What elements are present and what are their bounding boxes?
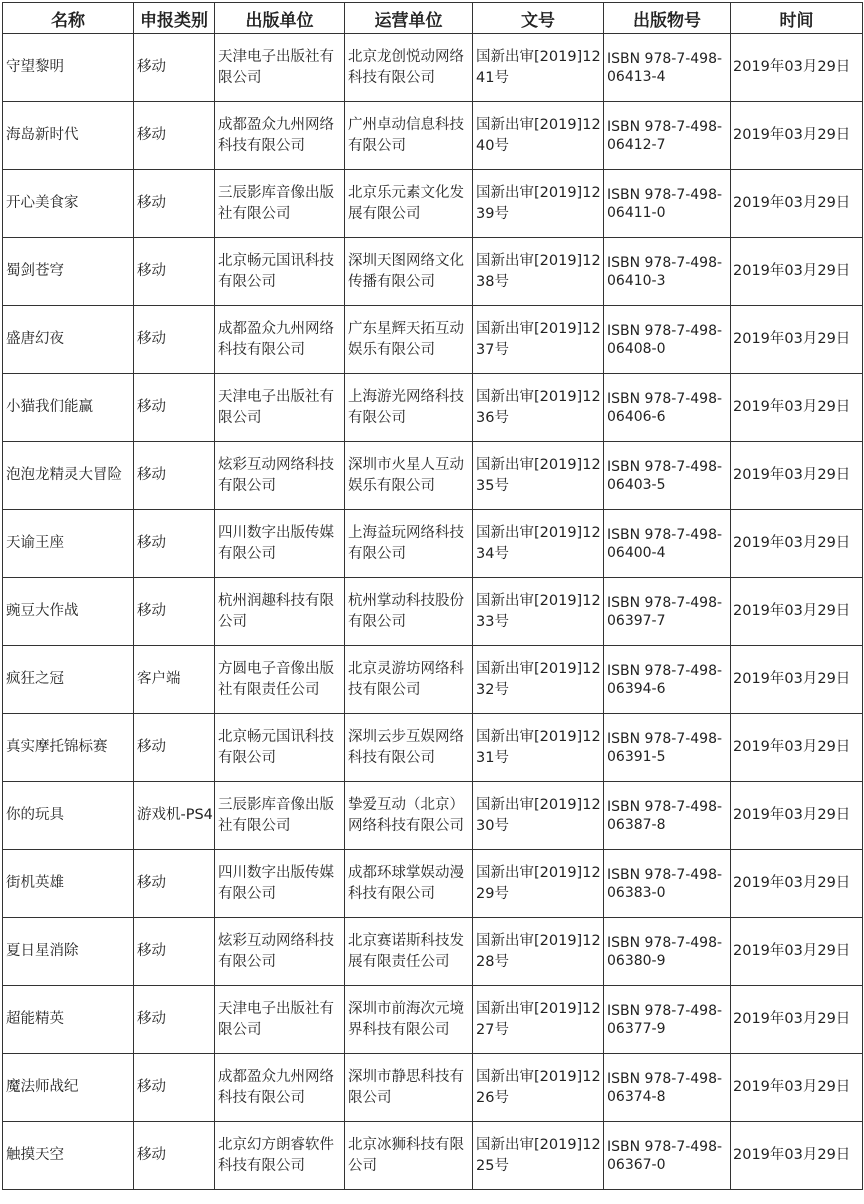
cell-category: 移动 (134, 986, 215, 1054)
cell-name: 疯狂之冠 (3, 646, 134, 714)
table-row (3, 238, 863, 306)
cell-operator: 杭州掌动科技股份有限公司 (345, 578, 473, 646)
cell-isbn: ISBN 978-7-498-06394-6 (604, 646, 731, 714)
cell-doc-no: 国新出审[2019]1239号 (473, 170, 604, 238)
cell-date: 2019年03月29日 (731, 510, 863, 578)
cell-date: 2019年03月29日 (731, 1054, 863, 1122)
cell-isbn: ISBN 978-7-498-06387-8 (604, 782, 731, 850)
table-row (3, 1054, 863, 1122)
cell-name: 触摸天空 (3, 1122, 134, 1190)
cell-category: 移动 (134, 918, 215, 986)
cell-date: 2019年03月29日 (731, 34, 863, 102)
cell-publisher: 炫彩互动网络科技有限公司 (215, 442, 345, 510)
cell-name: 豌豆大作战 (3, 578, 134, 646)
cell-doc-no: 国新出审[2019]1233号 (473, 578, 604, 646)
cell-name: 泡泡龙精灵大冒险 (3, 442, 134, 510)
cell-operator: 北京冰狮科技有限公司 (345, 1122, 473, 1190)
table-row (3, 102, 863, 170)
header-name: 名称 (3, 3, 134, 34)
cell-operator: 挚爱互动（北京）网络科技有限公司 (345, 782, 473, 850)
cell-doc-no: 国新出审[2019]1236号 (473, 374, 604, 442)
cell-isbn: ISBN 978-7-498-06411-0 (604, 170, 731, 238)
cell-isbn: ISBN 978-7-498-06397-7 (604, 578, 731, 646)
cell-publisher: 北京畅元国讯科技有限公司 (215, 714, 345, 782)
cell-date: 2019年03月29日 (731, 578, 863, 646)
cell-isbn: ISBN 978-7-498-06380-9 (604, 918, 731, 986)
cell-date: 2019年03月29日 (731, 986, 863, 1054)
cell-category: 移动 (134, 306, 215, 374)
cell-date: 2019年03月29日 (731, 374, 863, 442)
table-row (3, 986, 863, 1054)
cell-publisher: 北京幻方朗睿软件科技有限公司 (215, 1122, 345, 1190)
cell-isbn: ISBN 978-7-498-06367-0 (604, 1122, 731, 1190)
cell-operator: 广东星辉天拓互动娱乐有限公司 (345, 306, 473, 374)
cell-date: 2019年03月29日 (731, 714, 863, 782)
cell-name: 天谕王座 (3, 510, 134, 578)
cell-date: 2019年03月29日 (731, 782, 863, 850)
cell-isbn: ISBN 978-7-498-06391-5 (604, 714, 731, 782)
cell-isbn: ISBN 978-7-498-06403-5 (604, 442, 731, 510)
table-row (3, 306, 863, 374)
cell-publisher: 天津电子出版社有限公司 (215, 374, 345, 442)
cell-name: 真实摩托锦标赛 (3, 714, 134, 782)
cell-operator: 深圳云步互娱网络科技有限公司 (345, 714, 473, 782)
table-row (3, 510, 863, 578)
cell-name: 街机英雄 (3, 850, 134, 918)
table-row (3, 34, 863, 102)
cell-isbn: ISBN 978-7-498-06383-0 (604, 850, 731, 918)
cell-name: 海岛新时代 (3, 102, 134, 170)
cell-doc-no: 国新出审[2019]1226号 (473, 1054, 604, 1122)
cell-name: 你的玩具 (3, 782, 134, 850)
cell-operator: 广州卓动信息科技有限公司 (345, 102, 473, 170)
table-row (3, 578, 863, 646)
cell-name: 守望黎明 (3, 34, 134, 102)
cell-isbn: ISBN 978-7-498-06410-3 (604, 238, 731, 306)
table-row (3, 714, 863, 782)
table-row (3, 170, 863, 238)
table-row (3, 1122, 863, 1190)
cell-date: 2019年03月29日 (731, 238, 863, 306)
header-date: 时间 (731, 3, 863, 34)
table-row (3, 850, 863, 918)
cell-isbn: ISBN 978-7-498-06412-7 (604, 102, 731, 170)
cell-doc-no: 国新出审[2019]1228号 (473, 918, 604, 986)
cell-isbn: ISBN 978-7-498-06374-8 (604, 1054, 731, 1122)
cell-isbn: ISBN 978-7-498-06408-0 (604, 306, 731, 374)
cell-doc-no: 国新出审[2019]1238号 (473, 238, 604, 306)
cell-publisher: 三辰影库音像出版社有限公司 (215, 782, 345, 850)
cell-doc-no: 国新出审[2019]1231号 (473, 714, 604, 782)
cell-publisher: 四川数字出版传媒有限公司 (215, 510, 345, 578)
header-category: 申报类别 (134, 3, 215, 34)
cell-operator: 北京灵游坊网络科技有限公司 (345, 646, 473, 714)
cell-category: 移动 (134, 34, 215, 102)
cell-name: 夏日星消除 (3, 918, 134, 986)
cell-operator: 上海游光网络科技有限公司 (345, 374, 473, 442)
cell-isbn: ISBN 978-7-498-06413-4 (604, 34, 731, 102)
cell-category: 移动 (134, 850, 215, 918)
table-row (3, 782, 863, 850)
cell-publisher: 成都盈众九州网络科技有限公司 (215, 1054, 345, 1122)
cell-publisher: 天津电子出版社有限公司 (215, 986, 345, 1054)
cell-category: 移动 (134, 510, 215, 578)
cell-doc-no: 国新出审[2019]1235号 (473, 442, 604, 510)
cell-operator: 北京乐元素文化发展有限公司 (345, 170, 473, 238)
cell-name: 小猫我们能赢 (3, 374, 134, 442)
cell-category: 移动 (134, 374, 215, 442)
cell-date: 2019年03月29日 (731, 918, 863, 986)
cell-publisher: 三辰影库音像出版社有限公司 (215, 170, 345, 238)
cell-date: 2019年03月29日 (731, 102, 863, 170)
cell-name: 开心美食家 (3, 170, 134, 238)
cell-date: 2019年03月29日 (731, 306, 863, 374)
cell-operator: 深圳市静思科技有限公司 (345, 1054, 473, 1122)
cell-isbn: ISBN 978-7-498-06406-6 (604, 374, 731, 442)
cell-operator: 北京龙创悦动网络科技有限公司 (345, 34, 473, 102)
cell-publisher: 杭州润趣科技有限公司 (215, 578, 345, 646)
cell-date: 2019年03月29日 (731, 1122, 863, 1190)
cell-doc-no: 国新出审[2019]1237号 (473, 306, 604, 374)
cell-name: 盛唐幻夜 (3, 306, 134, 374)
cell-category: 移动 (134, 1054, 215, 1122)
table-row (3, 918, 863, 986)
cell-category: 游戏机-PS4 (134, 782, 215, 850)
cell-category: 移动 (134, 714, 215, 782)
cell-name: 蜀剑苍穹 (3, 238, 134, 306)
table-row (3, 374, 863, 442)
cell-publisher: 炫彩互动网络科技有限公司 (215, 918, 345, 986)
cell-category: 客户端 (134, 646, 215, 714)
cell-date: 2019年03月29日 (731, 850, 863, 918)
cell-doc-no: 国新出审[2019]1241号 (473, 34, 604, 102)
cell-operator: 深圳天图网络文化传播有限公司 (345, 238, 473, 306)
cell-operator: 上海益玩网络科技有限公司 (345, 510, 473, 578)
cell-operator: 成都环球掌娱动漫科技有限公司 (345, 850, 473, 918)
cell-name: 魔法师战纪 (3, 1054, 134, 1122)
header-operator: 运营单位 (345, 3, 473, 34)
header-row (3, 3, 863, 34)
cell-publisher: 成都盈众九州网络科技有限公司 (215, 102, 345, 170)
cell-date: 2019年03月29日 (731, 170, 863, 238)
cell-publisher: 北京畅元国讯科技有限公司 (215, 238, 345, 306)
cell-doc-no: 国新出审[2019]1229号 (473, 850, 604, 918)
header-publisher: 出版单位 (215, 3, 345, 34)
header-doc-no: 文号 (473, 3, 604, 34)
cell-category: 移动 (134, 1122, 215, 1190)
cell-publisher: 天津电子出版社有限公司 (215, 34, 345, 102)
cell-category: 移动 (134, 102, 215, 170)
cell-name: 超能精英 (3, 986, 134, 1054)
cell-operator: 深圳市火星人互动娱乐有限公司 (345, 442, 473, 510)
table-row (3, 442, 863, 510)
cell-doc-no: 国新出审[2019]1234号 (473, 510, 604, 578)
cell-doc-no: 国新出审[2019]1225号 (473, 1122, 604, 1190)
cell-category: 移动 (134, 442, 215, 510)
cell-isbn: ISBN 978-7-498-06377-9 (604, 986, 731, 1054)
cell-date: 2019年03月29日 (731, 442, 863, 510)
cell-category: 移动 (134, 238, 215, 306)
cell-publisher: 方圆电子音像出版社有限责任公司 (215, 646, 345, 714)
cell-publisher: 成都盈众九州网络科技有限公司 (215, 306, 345, 374)
cell-category: 移动 (134, 170, 215, 238)
cell-category: 移动 (134, 578, 215, 646)
table-row (3, 646, 863, 714)
cell-operator: 北京赛诺斯科技发展有限责任公司 (345, 918, 473, 986)
cell-doc-no: 国新出审[2019]1240号 (473, 102, 604, 170)
cell-doc-no: 国新出审[2019]1232号 (473, 646, 604, 714)
cell-isbn: ISBN 978-7-498-06400-4 (604, 510, 731, 578)
cell-date: 2019年03月29日 (731, 646, 863, 714)
header-isbn: 出版物号 (604, 3, 731, 34)
cell-doc-no: 国新出审[2019]1227号 (473, 986, 604, 1054)
cell-operator: 深圳市前海次元境界科技有限公司 (345, 986, 473, 1054)
approval-table (2, 2, 863, 1190)
cell-publisher: 四川数字出版传媒有限公司 (215, 850, 345, 918)
cell-doc-no: 国新出审[2019]1230号 (473, 782, 604, 850)
